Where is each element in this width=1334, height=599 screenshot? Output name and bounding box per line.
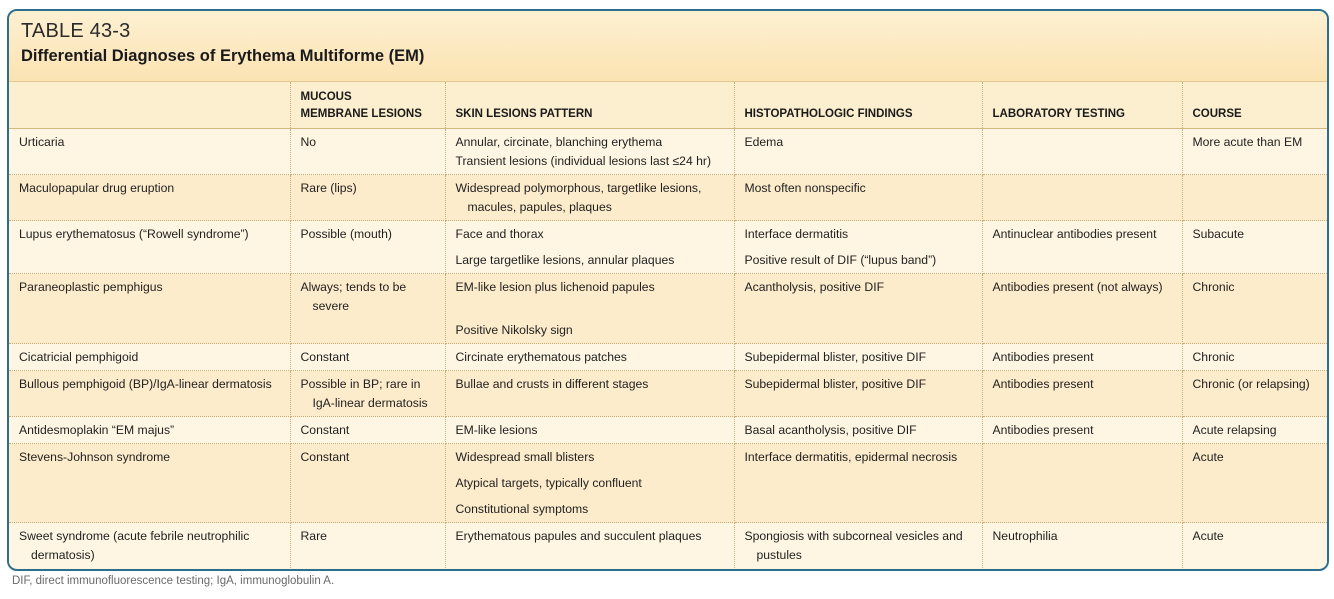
skin-line: Circinate erythematous patches: [455, 350, 627, 364]
cell-histo: Subepidermal blister, positive DIF: [734, 344, 982, 371]
table-title: Differential Diagnoses of Erythema Multiforme (EM): [21, 47, 425, 65]
skin-line: Bullae and crusts in different stages: [455, 377, 649, 391]
skin-line: Annular, circinate, blanching erythema: [455, 135, 663, 149]
skin-line: Transient lesions (individual lesions last ≤24 hr): [455, 154, 712, 168]
cell-skin: [445, 371, 734, 417]
cell-lab: Antinuclear antibodies present: [982, 221, 1182, 274]
table-row: [9, 523, 1327, 569]
skin-line: Large targetlike lesions, annular plaques: [455, 253, 675, 267]
skin-line: Atypical targets, typically confluent: [455, 476, 642, 490]
table-row: [9, 221, 1327, 274]
cell-histo: Acantholysis, positive DIF: [734, 274, 982, 344]
cell-diagnosis: Stevens-Johnson syndrome: [9, 444, 290, 523]
cell-mucous: Constant: [290, 344, 445, 371]
cell-mucous: Rare: [290, 523, 445, 569]
header-mucous-line1: MUCOUS: [300, 91, 352, 103]
histo-line: Interface dermatitis: [744, 227, 849, 241]
skin-line: Widespread polymorphous, targetlike lesions, macules, papules, plaques: [455, 181, 702, 214]
cell-lab: Antibodies present: [982, 417, 1182, 444]
cell-mucous: Always; tends to be severe: [290, 274, 445, 344]
cell-mucous: Possible (mouth): [290, 221, 445, 274]
header-histopathologic-findings: HISTOPATHOLOGIC FINDINGS: [734, 82, 982, 129]
header-mucous-line2: MEMBRANE LESIONS: [300, 108, 422, 120]
cell-mucous: Constant: [290, 417, 445, 444]
cell-skin: [445, 344, 734, 371]
cell-lab: [982, 175, 1182, 221]
cell-diagnosis: Paraneoplastic pemphigus: [9, 274, 290, 344]
cell-histo: Most often nonspecific: [734, 175, 982, 221]
cell-lab: Neutrophilia: [982, 523, 1182, 569]
cell-lab: Antibodies present: [982, 371, 1182, 417]
header-skin-lesions-pattern: SKIN LESIONS PATTERN: [445, 82, 734, 129]
table-row: [9, 274, 1327, 344]
cell-course: Chronic: [1182, 344, 1327, 371]
header-laboratory-testing: LABORATORY TESTING: [982, 82, 1182, 129]
cell-course: Subacute: [1182, 221, 1327, 274]
skin-line: Face and thorax: [455, 227, 544, 241]
cell-lab: Antibodies present (not always): [982, 274, 1182, 344]
cell-diagnosis: Antidesmoplakin “EM majus”: [9, 417, 290, 444]
skin-line: EM-like lesions: [455, 423, 538, 437]
cell-course: Chronic: [1182, 274, 1327, 344]
cell-mucous: No: [290, 129, 445, 175]
header-row: [9, 82, 1327, 129]
table-footnote: DIF, direct immunofluorescence testing; IgA, immunoglobulin A.: [12, 575, 335, 587]
table-row: [9, 444, 1327, 523]
header-mucous-membrane-lesions: [290, 82, 445, 129]
cell-histo: Subepidermal blister, positive DIF: [734, 371, 982, 417]
differential-diagnoses-table: [9, 82, 1327, 568]
cell-diagnosis: Maculopapular drug eruption: [9, 175, 290, 221]
cell-lab: [982, 444, 1182, 523]
skin-line: Widespread small blisters: [455, 450, 595, 464]
cell-course: Acute: [1182, 444, 1327, 523]
cell-lab: Antibodies present: [982, 344, 1182, 371]
table-row: [9, 344, 1327, 371]
table-title-block: [9, 11, 1327, 82]
cell-skin: [445, 274, 734, 344]
cell-histo: [734, 221, 982, 274]
cell-diagnosis: Cicatricial pemphigoid: [9, 344, 290, 371]
cell-skin: [445, 523, 734, 569]
cell-skin: [445, 221, 734, 274]
table-number: TABLE 43-3: [21, 20, 131, 42]
cell-course: Acute relapsing: [1182, 417, 1327, 444]
cell-mucous: Constant: [290, 444, 445, 523]
cell-diagnosis: Lupus erythematosus (“Rowell syndrome”): [9, 221, 290, 274]
cell-course: More acute than EM: [1182, 129, 1327, 175]
cell-diagnosis: Sweet syndrome (acute febrile neutrophilic dermatosis): [9, 523, 290, 569]
cell-skin: [445, 417, 734, 444]
cell-skin: [445, 129, 734, 175]
skin-line: Positive Nikolsky sign: [455, 323, 573, 337]
table-row: [9, 417, 1327, 444]
header-course: COURSE: [1182, 82, 1327, 129]
cell-mucous: Rare (lips): [290, 175, 445, 221]
cell-histo: Edema: [734, 129, 982, 175]
cell-histo: Spongiosis with subcorneal vesicles and pustules: [734, 523, 982, 569]
header-diagnosis: [9, 82, 290, 129]
table-row: [9, 371, 1327, 417]
cell-histo: Basal acantholysis, positive DIF: [734, 417, 982, 444]
skin-line: EM-like lesion plus lichenoid papules: [455, 280, 655, 294]
cell-mucous: Possible in BP; rare in IgA-linear dermatosis: [290, 371, 445, 417]
histo-line: Positive result of DIF (“lupus band”): [744, 253, 937, 267]
table-row: [9, 129, 1327, 175]
table-frame: [7, 9, 1329, 571]
table-row: [9, 175, 1327, 221]
cell-skin: [445, 175, 734, 221]
cell-diagnosis: Urticaria: [9, 129, 290, 175]
cell-diagnosis: Bullous pemphigoid (BP)/IgA-linear dermatosis: [9, 371, 290, 417]
cell-histo: Interface dermatitis, epidermal necrosis: [734, 444, 982, 523]
cell-course: Chronic (or relapsing): [1182, 371, 1327, 417]
cell-lab: [982, 129, 1182, 175]
skin-line: Constitutional symptoms: [455, 502, 589, 516]
cell-course: Acute: [1182, 523, 1327, 569]
cell-skin: [445, 444, 734, 523]
skin-line: Erythematous papules and succulent plaques: [455, 529, 702, 543]
cell-course: [1182, 175, 1327, 221]
